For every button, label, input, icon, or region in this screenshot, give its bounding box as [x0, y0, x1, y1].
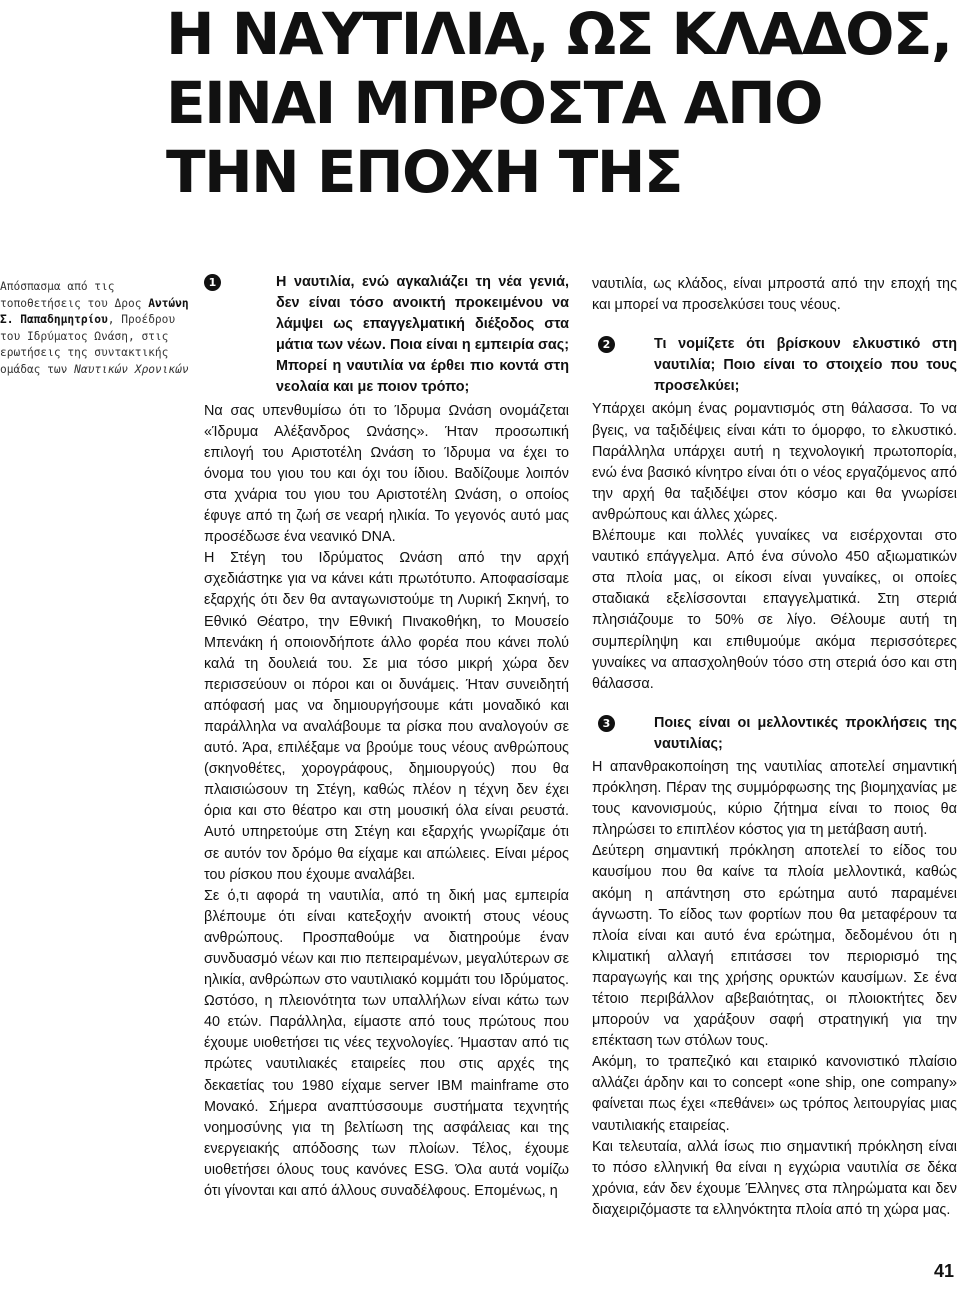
answer-paragraph: Και τελευταία, αλλά ίσως πιο σημαντική πρόκληση είναι το πόσο ελληνική θα είναι η εγχώρια ναυτιλία σε δέκα χρόνια, εάν δεν έχουμε Έλληνες στα πληρώματα και δεν διαχειριζόμαστε τα ελληνόκτητα πλοία από τη χώρα μας. [592, 1138, 957, 1218]
spacer [592, 695, 957, 713]
question-text: Τι νομίζετε ότι βρίσκουν ελκυστικό στη ναυτιλία; Ποιο είναι το στοιχείο που τους προσελκύει; [654, 336, 957, 395]
question-block [592, 713, 957, 755]
question-text: Η ναυτιλία, ενώ αγκαλιάζει τη νέα γενιά, δεν είναι τόσο ανοικτή προκειμένου να λάμψει ως επαγγελματική διέξοδος στα μάτια των νέων. Ποια είναι η εμπειρία σας; Μπορεί η ναυτιλία να έρθει πιο κοντά στη νεολαία και με ποιον τρόπο; [276, 274, 569, 396]
answer-paragraph: Βλέπουμε και πολλές γυναίκες να εισέρχονται στο ναυτικό επάγγελμα. Από ένα σύνολο 450 αξιωματικών στα πλοία μας, οι είκοσι είναι γυναίκες, οι οποίες σταδιακά εξελίσσονται επαγγελματικά. Στη στεριά πλησιάζουμε το 50% σε λίγο. Θέλουμε αυτή τη συμπερίληψη και επιθυμούμε ακόμα περισσότερες γυναίκες να απασχοληθούν τόσο στη στεριά όσο και στη θάλασσα. [592, 528, 957, 692]
question-text: Ποιες είναι οι μελλοντικές προκλήσεις της ναυτιλίας; [654, 714, 957, 752]
answer-paragraph: Να σας υπενθυμίσω ότι το Ίδρυμα Ωνάση ονομάζεται «Ίδρυμα Αλέξανδρος Ωνάσης». Ήταν προσωπική επιλογή του Αριστοτέλη Ωνάση το Ίδρυμα να έχει το όνομα του γιου του και όχι του ίδιου. Βαδίζουμε λοιπόν στα χνάρια του γιου του Αριστοτέλη Ωνάση, ο οποίος έφυγε από τη ζωή σε νεαρή ηλικία. Το γεγονός αυτό μας προσέδωσε ένα νεανικό DNA. [204, 402, 569, 546]
question-block [592, 334, 957, 397]
answer-paragraph: Υπάρχει ακόμη ένας ρομαντισμός στη θάλασσα. Το να βγεις, να ταξιδέψεις είναι κάτι το όμορφο, το ελκυστικό. Παράλληλα υπάρχει αυτή η τεχνολογική πρωτοπορία, ενώ ένα βασικό κίνητρο είναι ότι ο νέος εργαζόμενος από την αρχή θα ταξιδέψει στον κόσμο και θα γνωρίσει ανθρώπους και άλλες χώρες. [592, 401, 957, 523]
side-note-intro [0, 279, 200, 378]
answer-paragraph: Η απανθρακοποίηση της ναυτιλίας αποτελεί σημαντική πρόκληση. Πέραν της συμμόρφωσης της βιομηχανίας με τους κανονισμούς, κύριο ζήτημα είναι το ποιος θα πληρώσει το επιπλέον κόστος για τη μετάβαση αυτή. [592, 758, 957, 839]
question-number-badge: 1 [204, 274, 221, 291]
article-title-line: ΕΙΝΑΙ ΜΠΡΟΣΤΑ ΑΠΟ [166, 69, 822, 137]
question-number-badge: 2 [598, 336, 615, 353]
answer-paragraph: Η Στέγη του Ιδρύματος Ωνάση από την αρχή σχεδιάστηκε για να κάνει κάτι πρωτότυπο. Αποφασίσαμε εξαρχής ότι δεν θα ανταγωνιστούμε τη Λυρική Σκηνή, το Εθνικό Θέατρο, την Εθνική Πινακοθήκη, το Μουσείο Μπενάκη ή οποιονδήποτε άλλο φορέα που κάνει πολύ καλά τη δουλειά του. Σε μια τόσο μικρή χώρα δεν περισσεύουν οι πόροι και οι δυνάμεις. Ήταν συνειδητή απόφασή μας να δημιουργήσουμε κάτι μοναδικό και παράλληλα να αναλάβουμε τα ρίσκα που αναλογούν σε αυτό. Άρα, επιλέξαμε να βρούμε τους νέους ανθρώπους (σκηνοθέτες, χορογράφους, δημιουργούς) που θα πλαισιώσουν τη Στέγη, καθώς πλέον η τέχνη δεν έχει όρια και στο θέατρο και στη μουσική όλα είναι ρευστά. Αυτό υπηρετούμε στη Στέγη και εξαρχής γνωρίζαμε ότι σε αυτόν τον δρόμο θα είχαμε και απώλειες. Είναι μέρος του ρίσκου που έχουμε αναλάβει. [204, 550, 569, 883]
question-number-badge: 3 [598, 715, 615, 732]
side-note-middle: , Προέδρου του Ιδρύματος Ωνάση, στις ερωτήσεις της συντακτικής ομάδας των [0, 313, 176, 376]
answer-paragraph: Ακόμη, το τραπεζικό και εταιρικό κανονιστικό πλαίσιο αλλάζει άρδην και το concept «one ship, one company» φαίνεται πως έχει «πεθάνει» ως τρόπος λειτουργίας μιας ναυτιλιακής εταιρείας. [592, 1054, 957, 1134]
answer-paragraph: Δεύτερη σημαντική πρόκληση αποτελεί το είδος του καυσίμου που θα καίνε τα πλοία μελλοντικά, καθώς ακόμη η απάντηση στο ερώτημα αυτό παραμένει άγνωστη. Το είδος των φορτίων που θα μεταφέρουν τα πλοία είναι και αυτό ένα ερώτημα, δεδομένου ότι η κλιματική αλλαγή επιτάσσει τον περιορισμό της παραγωγής και της χρήσης ορυκτών καυσίμων. Σε ένα τέτοιο περιβάλλον αβεβαιότητας, οι πλοιοκτήτες δεν μπορούν να χαράξουν σαφή στρατηγική για την επέκταση των στόλων τους. [592, 843, 957, 1050]
answer-paragraph-continued: ναυτιλία, ως κλάδος, είναι μπροστά από την εποχή της και μπορεί να προσελκύσει τους νέους. [592, 276, 957, 314]
side-note-speaker-name: Αντώνη Σ. Παπαδημητρίου [0, 296, 189, 326]
article-title-line: ΤΗΝ ΕΠΟΧΗ ΤΗΣ [166, 138, 682, 206]
side-note-prefix: Απόσπασμα από τις τοποθετήσεις του Δρος [0, 280, 142, 310]
article-title-line: Η ΝΑΥΤΙΛΙΑ, ΩΣ ΚΛΑΔΟΣ, [166, 0, 952, 68]
article-title [166, 0, 956, 207]
text-column-right [592, 274, 957, 1221]
question-block [204, 272, 569, 399]
page-number: 41 [933, 1261, 954, 1281]
spacer [592, 316, 957, 334]
side-note-publication: Ναυτικών Χρονικών [74, 362, 189, 376]
answer-paragraph: Σε ό,τι αφορά τη ναυτιλία, από τη δική μας εμπειρία βλέπουμε ότι είναι κατεξοχήν ανοικτή στους νέους ανθρώπους. Προσπαθούμε να διατηρούμε έναν συνδυασμό νέων και πιο πεπειραμένων, μεγαλύτερων σε ηλικία, ανθρώπων στο ναυτιλιακό κομμάτι του Ιδρύματος. Ωστόσο, η πλειονότητα των υπαλλήλων είναι κάτω των 40 ετών. Παράλληλα, είμαστε από τους πρώτους που έχουμε υιοθετήσει τις νέες τεχνολογίες. Ήμασταν από τις πρώτες ναυτιλιακές εταιρείες που στις αρχές της δεκαετίας του 1980 είχαμε server IBM mainframe στο Μονακό. Σήμερα αναπτύσσουμε συστήματα τεχνητής νοημοσύνης για τη βελτίωση της ασφάλειας και της ενεργειακής απόδοσης των πλοίων. Τέλος, έχουμε υιοθετήσει όλους τους κανόνες ESG. Όλα αυτά νομίζω ότι γίνονται και από άλλους συναδέλφους. Επομένως, η [204, 887, 569, 1200]
text-column-left [204, 272, 569, 1202]
